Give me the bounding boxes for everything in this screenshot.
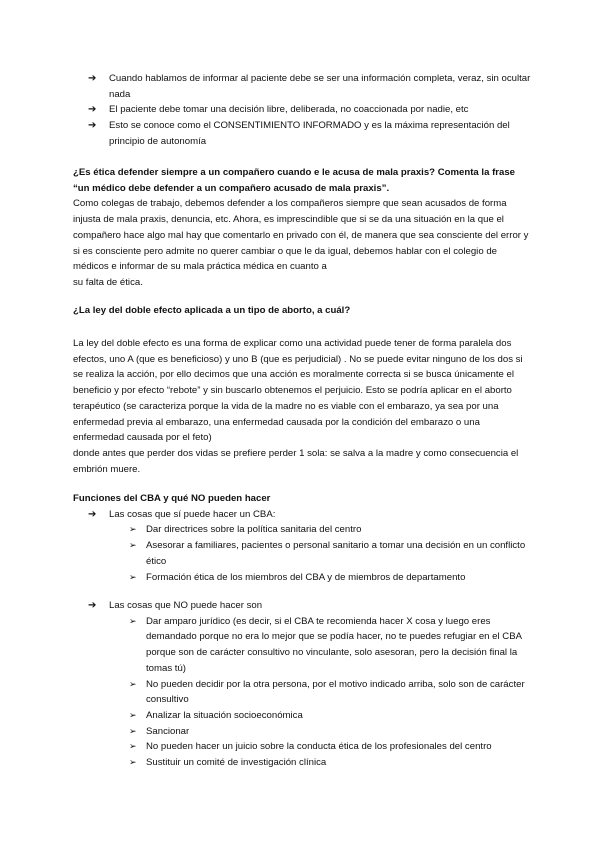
list-item-text: Formación ética de los miembros del CBA y de miembros de departamento xyxy=(146,571,466,583)
list-item-text: Cuando hablamos de informar al paciente debe se ser una información completa, veraz, sin ocultar nada xyxy=(109,73,531,100)
question-2-answer: La ley del doble efecto es una forma de explicar como una actividad puede tener de forma paralela dos efectos, uno A (que es beneficioso) y uno B (que es perjudicial) . No se puede evitar ninguno de los dos si se realiza la acción, por ello decimos que una acción es moralmente correcta si se busca únicamente el beneficio y por efecto “rebote” y sin buscarlo obtenemos el perjuicio. Esto se podría aplicar en el aborto terapéutico (se caracteriza porque la vida de la madre no es viable con el embarazo, ya sea por una enfermedad previa al embarazo, una enfermedad causada por la condición del embarazo o una enfermedad causada por el feto) xyxy=(73,338,523,444)
arrow-right-icon: ➔ xyxy=(88,508,97,520)
arrow-right-icon: ➔ xyxy=(88,104,97,116)
list-item xyxy=(73,118,531,149)
question-1-heading: ¿Es ética defender siempre a un compañero cuando e le acusa de mala praxis? Comenta la frase xyxy=(73,167,516,178)
list-item xyxy=(73,570,531,586)
list-item-text: Sustituir un comité de investigación clínica xyxy=(146,757,327,769)
triangle-arrow-icon: ➢ xyxy=(129,741,137,752)
intro-list xyxy=(73,71,531,150)
list-item xyxy=(73,724,531,740)
list-item xyxy=(73,522,531,538)
question-1-quote: “un médico debe defender a un compañero acusado de mala praxis”. xyxy=(73,182,390,194)
cba-cannot-section xyxy=(73,598,531,771)
triangle-arrow-icon: ➢ xyxy=(129,524,137,535)
list-item-text: No pueden hacer un juicio sobre la conducta ética de los profesionales del centro xyxy=(146,741,492,753)
question-2-answer-block xyxy=(73,336,531,477)
question-1-section xyxy=(73,165,531,291)
list-item xyxy=(73,614,531,677)
list-item-text: Sancionar xyxy=(146,725,190,737)
cba-section xyxy=(73,491,531,585)
list-item xyxy=(73,71,531,102)
cba-cannot-label: Las cosas que NO puede hacer son xyxy=(109,600,263,611)
list-item xyxy=(73,538,531,569)
list-item xyxy=(73,677,531,708)
list-item-text: Analizar la situación socioeconómica xyxy=(146,709,303,721)
question-2-section xyxy=(73,303,531,319)
arrow-right-icon: ➔ xyxy=(88,600,97,611)
list-item xyxy=(73,739,531,755)
triangle-arrow-icon: ➢ xyxy=(129,540,137,551)
arrow-right-icon: ➔ xyxy=(88,73,97,84)
cba-can-label: Las cosas que sí puede hacer un CBA: xyxy=(109,508,276,520)
list-item xyxy=(73,708,531,724)
list-item xyxy=(73,102,531,118)
cba-cannot-label-item xyxy=(73,598,531,614)
triangle-arrow-icon: ➢ xyxy=(129,571,137,582)
list-item-text: Esto se conoce como el CONSENTIMIENTO INFORMADO y es la máxima representación del principio de autonomía xyxy=(109,120,510,147)
list-item-text: Dar amparo jurídico (es decir, si el CBA te recomienda hacer X cosa y luego eres demandado porque no era lo mejor que se podía hacer, no te puedes refugiar en el CBA porque son de carácter consultivo no vinculante, solo asesoran, pero la decisión final la tomas tú) xyxy=(146,615,522,674)
list-item-text: Asesorar a familiares, pacientes o personal sanitario a tomar una decisión en un conflicto ético xyxy=(146,540,526,567)
question-1-answer-end: su falta de ética. xyxy=(73,276,143,288)
list-item xyxy=(73,755,531,771)
question-2-answer-end: donde antes que perder dos vidas se prefiere perder 1 sola: se salva a la madre y como consecuencia el embrión muere. xyxy=(73,447,519,475)
triangle-arrow-icon: ➢ xyxy=(129,725,137,736)
list-item-text: Dar directrices sobre la política sanitaria del centro xyxy=(146,524,362,536)
triangle-arrow-icon: ➢ xyxy=(129,678,137,689)
question-1-answer: Como colegas de trabajo, debemos defender a los compañeros siempre que sean acusados de forma injusta de mala praxis, denuncia, etc. Ahora, es imprescindible que si se da una situación en la que el compañero hace algo mal hay que comentarlo en privado con él, de manera que sea consciente del error y si es consciente pero admite no querer cambiar o que le da igual, debemos hablar con el colegio de médicos e informar de su mala práctica médica en cuanto a xyxy=(73,198,529,273)
list-item-text: No pueden decidir por la otra persona, por el motivo indicado arriba, solo son de carácter consultivo xyxy=(146,678,525,706)
triangle-arrow-icon: ➢ xyxy=(129,615,137,626)
list-item-text: El paciente debe tomar una decisión libre, deliberada, no coaccionada por nadie, etc xyxy=(109,104,469,116)
triangle-arrow-icon: ➢ xyxy=(129,709,137,720)
triangle-arrow-icon: ➢ xyxy=(129,757,137,768)
question-2-heading: ¿La ley del doble efecto aplicada a un tipo de aborto, a cuál? xyxy=(73,305,351,316)
arrow-right-icon: ➔ xyxy=(88,120,97,132)
cba-can-label-item xyxy=(73,507,531,523)
cba-heading: Funciones del CBA y qué NO pueden hacer xyxy=(73,493,271,504)
